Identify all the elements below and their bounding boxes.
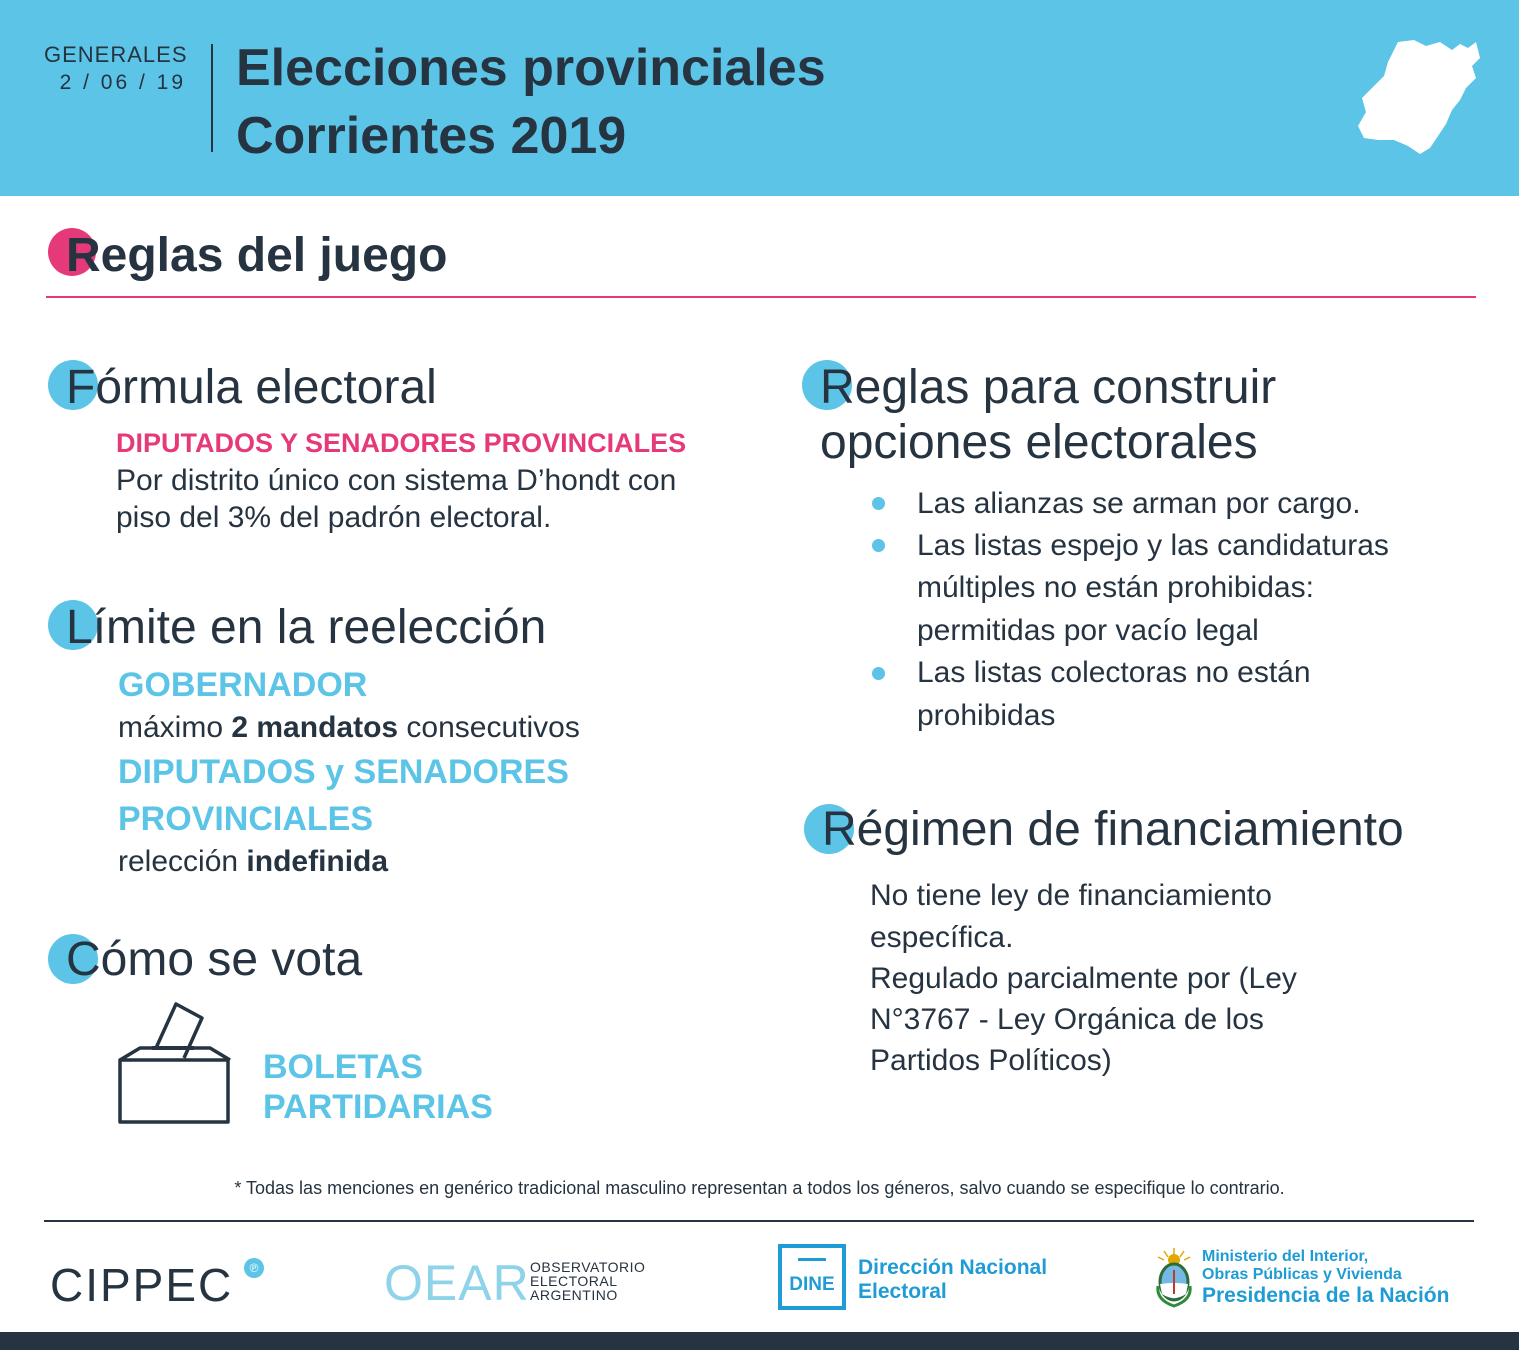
footer-divider [44, 1220, 1474, 1222]
section-heading: Reglas del juego [66, 229, 448, 282]
cippec-badge-icon: ℗ [244, 1258, 264, 1278]
oear-subtitle-line2: ELECTORAL [530, 1273, 618, 1289]
heading-divider [46, 296, 1476, 298]
legisladores-rule-pre: relección [118, 845, 247, 878]
gobernador-rule-post: consecutivos [398, 711, 580, 744]
regla-item-3-line2: prohibidas [917, 699, 1056, 732]
argentina-coat-of-arms-icon [1154, 1246, 1194, 1308]
legisladores-label-line1: DIPUTADOS y SENADORES [118, 753, 569, 791]
reglas-opciones-title-line1: Reglas para construir [820, 361, 1277, 414]
formula-line1: Por distrito único con sistema D’hondt con [116, 464, 677, 497]
ministerio-line2: Obras Públicas y Vivienda [1202, 1266, 1402, 1283]
financiamiento-line1: No tiene ley de financiamiento [870, 879, 1272, 912]
cippec-logo: CIPPEC [50, 1259, 234, 1311]
regla-item-2-line3: permitidas por vacío legal [917, 614, 1259, 647]
dine-label-line2: Electoral [858, 1280, 947, 1303]
legisladores-rule [118, 843, 388, 881]
oear-subtitle [530, 1260, 645, 1302]
corrientes-province-map-icon [1356, 36, 1480, 158]
financiamiento-line5: Partidos Políticos) [870, 1044, 1112, 1077]
gobernador-label: GOBERNADOR [118, 666, 368, 704]
gobernador-rule-bold: 2 mandatos [231, 711, 399, 744]
ministerio-line1: Ministerio del Interior, [1202, 1248, 1369, 1265]
page-title-line2: Corrientes 2019 [236, 107, 627, 165]
bullet-dot [872, 497, 885, 510]
dine-logo [778, 1244, 846, 1310]
financiamiento-title: Régimen de financiamiento [822, 803, 1404, 856]
reeleccion-title: Límite en la reelección [66, 601, 547, 654]
legisladores-label-line2: PROVINCIALES [118, 800, 374, 838]
dine-label-line1: Dirección Nacional [858, 1256, 1048, 1279]
presidencia-label: Presidencia de la Nación [1202, 1284, 1450, 1307]
gobernador-rule [118, 709, 580, 747]
regla-item-1-line1: Las alianzas se arman por cargo. [917, 487, 1361, 520]
formula-cargo: DIPUTADOS Y SENADORES PROVINCIALES [116, 428, 687, 458]
bullet-dot [872, 667, 885, 680]
como-vota-title: Cómo se vota [66, 933, 363, 986]
legisladores-rule-bold: indefinida [246, 845, 389, 878]
regla-item-2-line2: múltiples no están prohibidas: [917, 571, 1314, 604]
ballot-box-icon [118, 1000, 232, 1126]
oear-subtitle-line1: OBSERVATORIO [530, 1259, 646, 1275]
financiamiento-line4: N°3767 - Ley Orgánica de los [870, 1003, 1264, 1036]
oear-subtitle-line3: ARGENTINO [530, 1287, 618, 1303]
dine-logo-bar [798, 1258, 826, 1261]
regla-item-3-line1: Las listas colectoras no están [917, 656, 1311, 689]
gobernador-rule-pre: máximo [118, 711, 232, 744]
dine-logo-text: DINE [789, 1274, 835, 1295]
election-date: 2 / 06 / 19 [59, 71, 186, 94]
oear-logo: OEAR [384, 1255, 530, 1311]
header-divider [211, 44, 213, 152]
financiamiento-line3: Regulado parcialmente por (Ley [870, 962, 1297, 995]
bottom-bar [0, 1332, 1519, 1350]
reglas-opciones-title-line2: opciones electorales [820, 416, 1258, 469]
bullet-dot [872, 539, 885, 552]
boletas-label-line2: PARTIDARIAS [263, 1088, 493, 1126]
dine-label [858, 1256, 1047, 1304]
financiamiento-line2: específica. [870, 921, 1014, 954]
formula-title: Fórmula electoral [66, 361, 437, 414]
formula-line2: piso del 3% del padrón electoral. [116, 501, 552, 534]
regla-item-2-line1: Las listas espejo y las candidaturas [917, 529, 1389, 562]
page-title-line1: Elecciones provinciales [236, 39, 826, 97]
election-kind: GENERALES [44, 42, 188, 67]
header-banner [0, 0, 1519, 196]
footnote: * Todas las menciones en genérico tradicional masculino representan a todos los géneros, salvo cuando se especifique lo contrario. [234, 1178, 1285, 1198]
boletas-label-line1: BOLETAS [263, 1048, 423, 1086]
